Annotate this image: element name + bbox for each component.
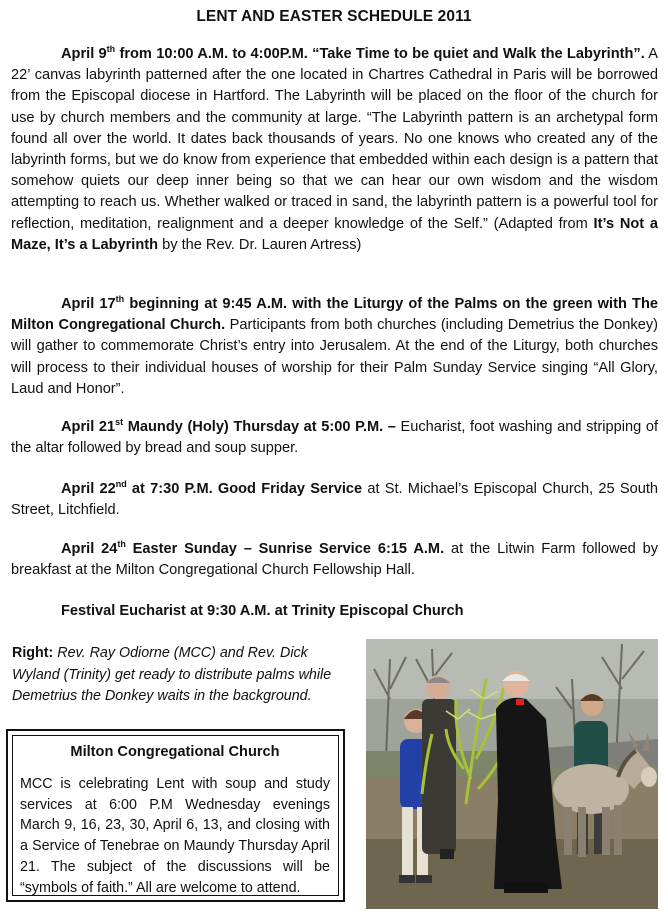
event-date: April 21: [61, 419, 116, 435]
date-suffix: th: [117, 539, 126, 550]
event-description: A 22’ canvas labyrinth patterned after the one located in Chartres Cathedral in Paris will be borrowed from the Episcopal diocese in Hartford. The Labyrinth will be placed on the floor of the church for use by church members and the community at large. “The Labyrinth pattern is an archetypal form found all over the world. It dates back thousands of years. No one knows who created any of the labyrinth forms, but we do know from experience that embedded within each design is a pattern that somehow quiets our deep inner being so that we can hear our own wisdom and the wisdom attempting to reach us. Whether walked or traced in sand, the labyrinth pattern is a powerful tool for reflection, meditation, realignment and a deeper knowledge of the Self.” (Adapted from: [11, 46, 659, 232]
book-title: It’s Not a Maze, It’s a Labyrinth: [11, 215, 659, 253]
box-text: MCC is celebrating Lent with soup and study services at 6:00 P.M Wednesday evenings March 9, 16, 23, 30, April 6, 13, and closing with a Service of Tenebrae on Maundy Thursday April 21. The subject of the discussions will be “symbols of faith.” All are welcome to attend.: [20, 776, 330, 896]
event-heading: Festival Eucharist at 9:30 A.M. at Trinity Episcopal Church: [61, 603, 464, 619]
paragraph-april-22: [11, 479, 658, 521]
date-suffix: st: [115, 417, 124, 428]
caption-label: Right:: [12, 645, 54, 661]
event-date: April 9: [61, 46, 107, 62]
paragraph-april-21: [11, 417, 658, 459]
mcc-info-box: [6, 729, 345, 902]
paragraph-festival-eucharist: [11, 601, 658, 622]
paragraph-april-9: [11, 44, 658, 256]
mcc-info-box-inner: [12, 735, 339, 896]
event-date: April 17: [61, 296, 116, 312]
man-figure: [422, 699, 456, 854]
paragraph-april-24: [11, 539, 658, 581]
event-heading: beginning at 9:45 A.M. with the Liturgy of the Palms on the green with The Milton Congregational Church.: [11, 296, 658, 334]
photo-caption: [12, 643, 357, 708]
event-date: April 24: [61, 541, 118, 557]
paragraph-april-17: [11, 294, 658, 400]
box-title: Milton Congregational Church: [70, 744, 280, 760]
event-description: Participants from both churches (including Demetrius the Donkey) will gather to commemorate Christ’s entry into Jerusalem. At the end of the Liturgy, both churches will process to their individual houses of worship for their Palm Sunday Service singing “All Glory, Laud and Honor”.: [11, 317, 658, 397]
page-title: LENT AND EASTER SCHEDULE 2011: [196, 8, 472, 25]
date-suffix: th: [106, 44, 116, 55]
event-heading: Easter Sunday – Sunrise Service 6:15 A.M.: [125, 541, 445, 557]
event-description: at the Litwin Farm followed by breakfast at the Milton Congregational Church Fellowship Hall.: [11, 541, 658, 579]
date-suffix: th: [115, 294, 125, 305]
caption-text: Rev. Ray Odiorne (MCC) and Rev. Dick Wyland (Trinity) get ready to distribute palms while Demetrius the Donkey waits in the background.: [12, 645, 332, 704]
event-description: Eucharist, foot washing and stripping of the altar followed by bread and soup supper.: [11, 419, 658, 457]
event-heading: at 7:30 P.M. Good Friday Service: [126, 481, 363, 497]
event-heading: from 10:00 A.M. to 4:00P.M. “Take Time to be quiet and Walk the Labyrinth”.: [115, 46, 645, 62]
date-suffix: nd: [115, 479, 127, 490]
event-date: April 22: [61, 481, 116, 497]
event-description-tail: by the Rev. Dr. Lauren Artress): [158, 236, 362, 253]
palm-sunday-photo-illustration: [366, 639, 658, 909]
event-description: at St. Michael’s Episcopal Church, 25 South Street, Litchfield.: [11, 481, 658, 519]
palm-sunday-photo: [366, 639, 658, 909]
event-heading: Maundy (Holy) Thursday at 5:00 P.M. –: [123, 419, 396, 435]
